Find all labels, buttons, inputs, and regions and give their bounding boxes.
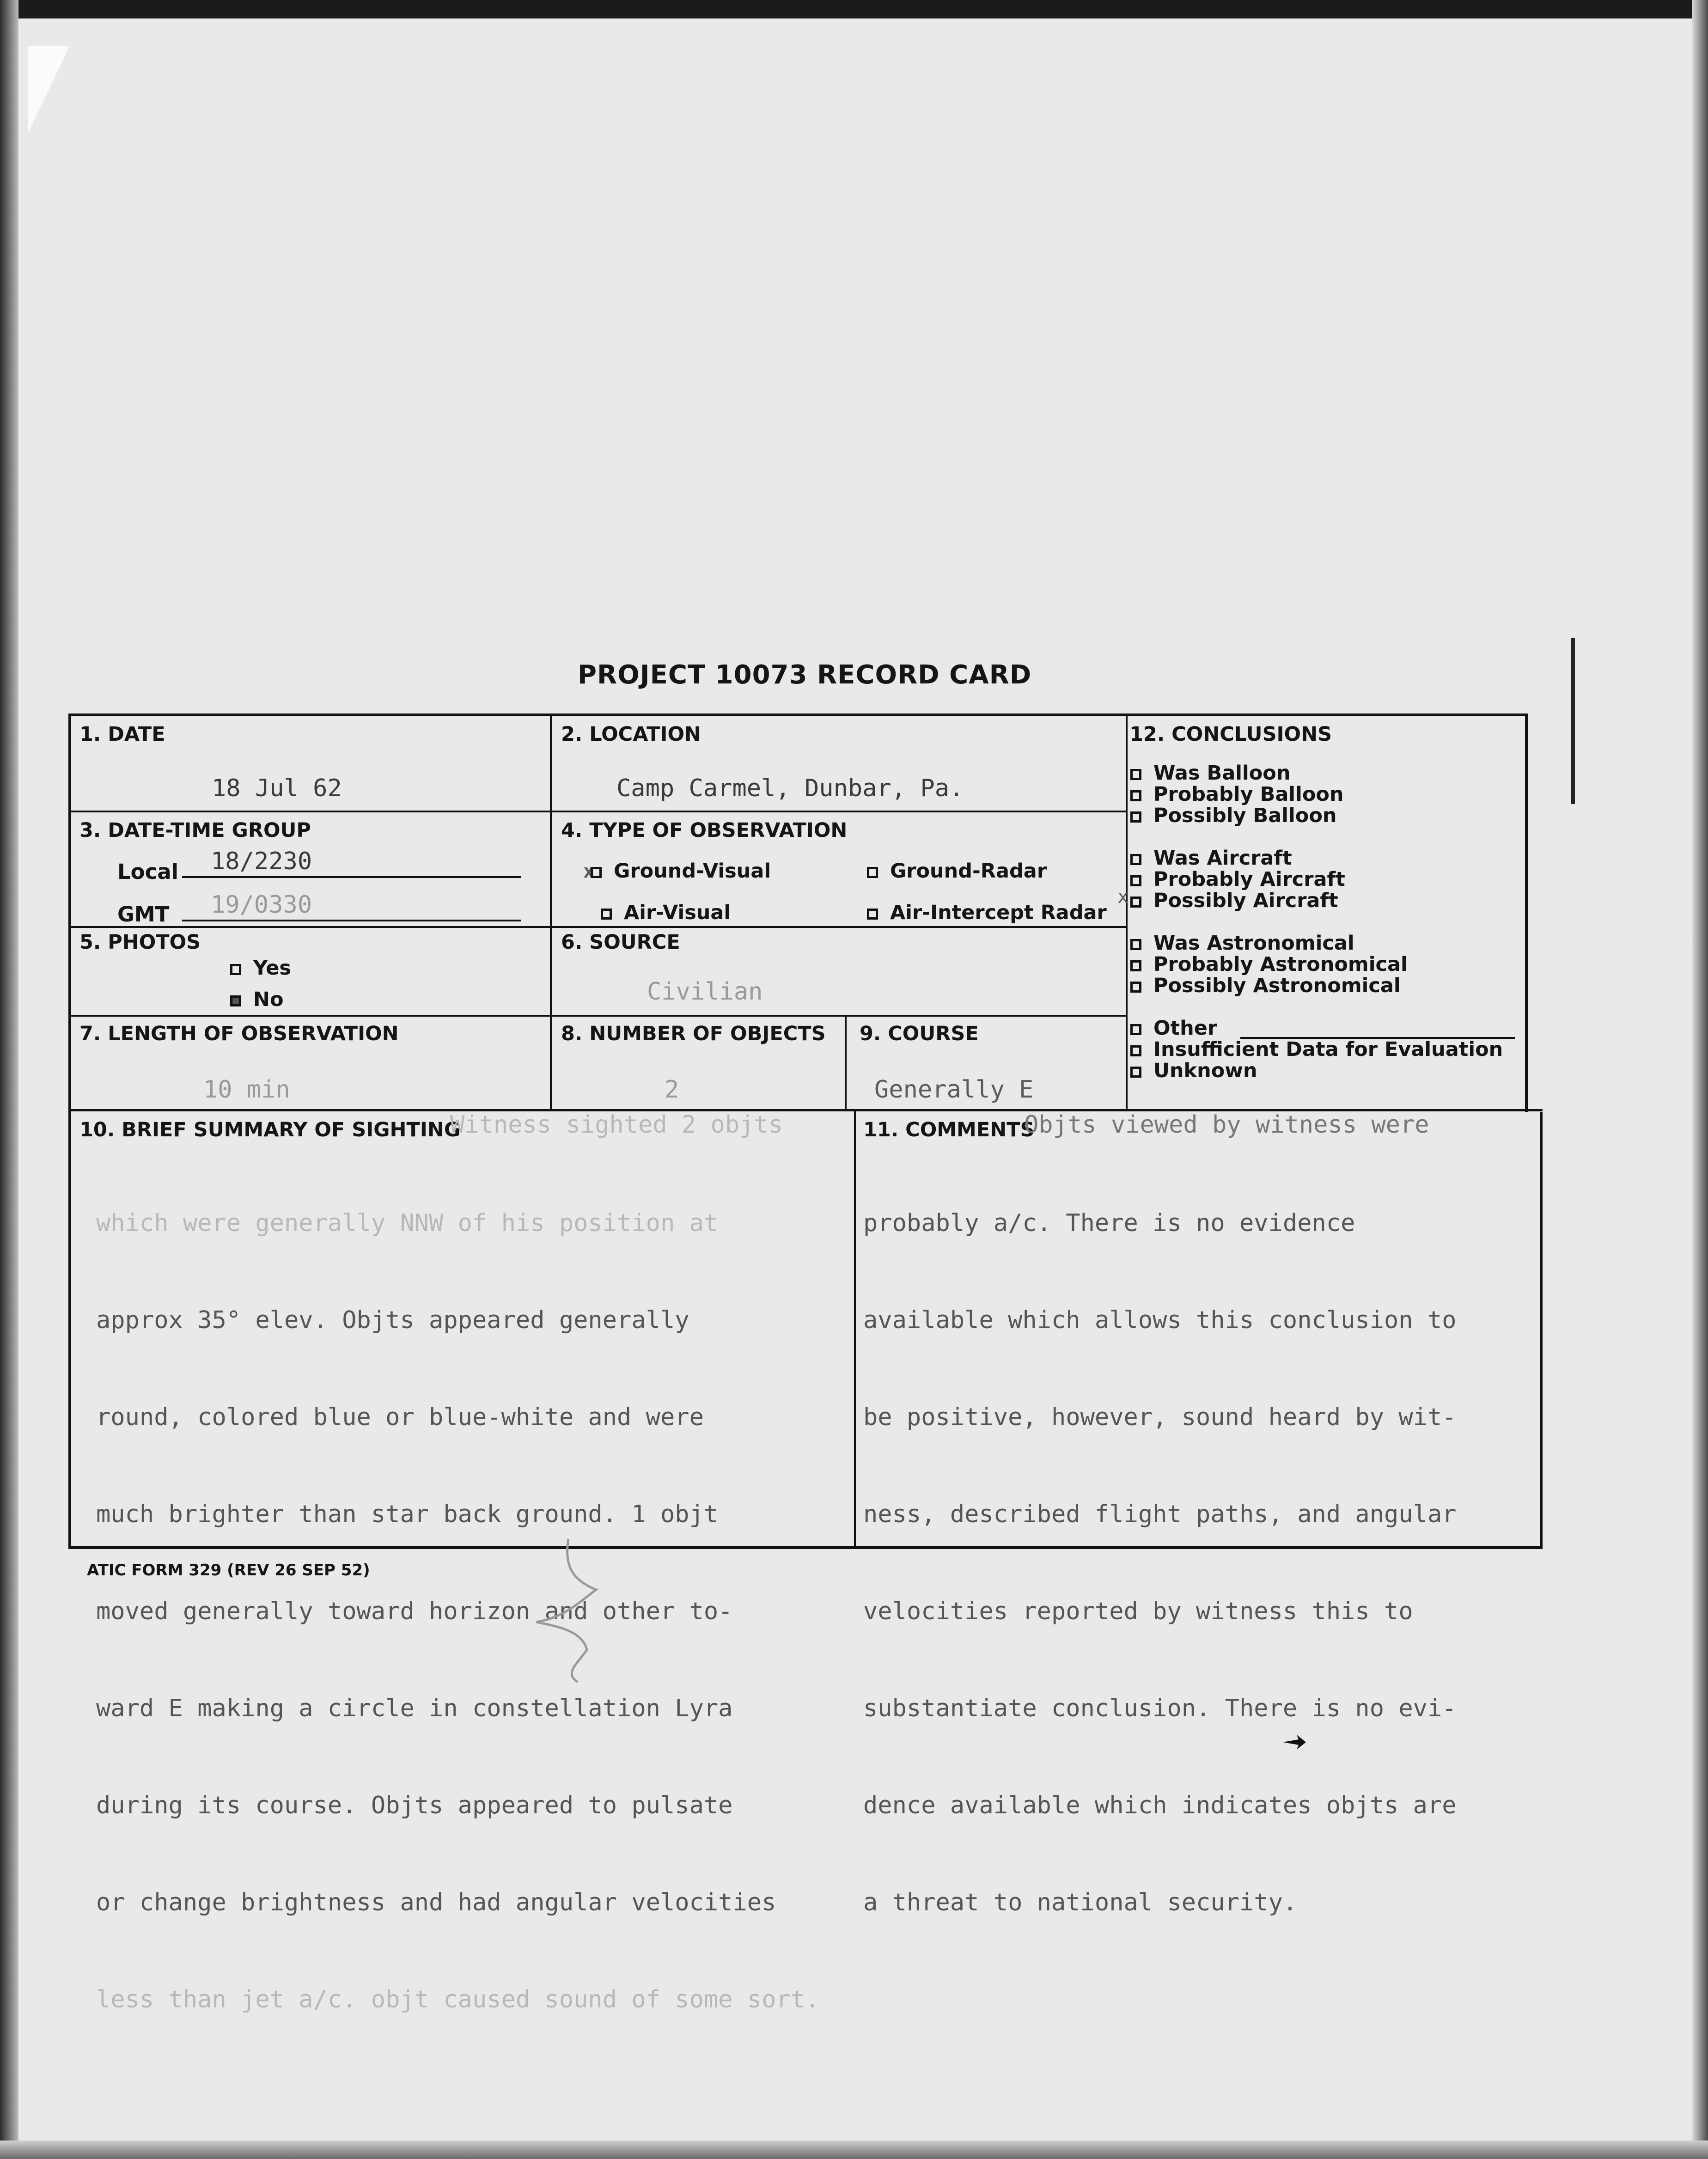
comments-line: probably a/c. There is no evidence [863,1209,1355,1237]
conclusion-checkbox [1130,982,1141,993]
local-time-value: 18/2230 [211,848,312,875]
possibly-aircraft-check-mark: x [1117,886,1129,908]
summary-line: or change brightness and had angular velocities [96,1889,776,1916]
option-air-intercept-radar: Air-Intercept Radar [867,901,1107,924]
photos-option-no: No [230,988,284,1011]
card-title: PROJECT 10073 RECORD CARD [578,660,1032,690]
conclusion-checkbox [1130,1045,1141,1056]
option-ground-visual: x Ground-Visual [583,860,771,883]
dtg-label: 3. DATE-TIME GROUP [79,819,311,842]
conclusion-checkbox [1130,939,1141,950]
gmt-time-value: 19/0330 [211,891,312,919]
ground-visual-check-mark: x [583,861,595,882]
length-value: 10 min [203,1076,290,1104]
scan-left-border [0,0,18,2159]
local-underline [182,876,521,878]
comments-line: substantiate conclusion. There is no evi- [863,1695,1457,1722]
gmt-label: GMT [117,902,170,927]
form-number: ATIC FORM 329 (REV 26 SEP 52) [87,1561,370,1580]
comments-text [863,1142,1457,1983]
course-label: 9. COURSE [860,1022,979,1045]
conclusion-possibly-astronomical: Possibly Astronomical [1130,974,1401,997]
conclusion-unknown: Unknown [1130,1059,1257,1082]
conclusion-probably-astronomical: Probably Astronomical [1130,953,1408,976]
conclusion-possibly-balloon: Possibly Balloon [1130,804,1336,827]
summary-line: much brighter than star back ground. 1 objt [96,1500,719,1528]
length-label: 7. LENGTH OF OBSERVATION [79,1022,399,1045]
photos-label: 5. PHOTOS [79,931,201,954]
option-air-visual: Air-Visual [601,901,731,924]
photos-no-checkbox [230,995,241,1006]
conclusion-was-balloon: Was Balloon [1130,762,1290,785]
folded-corner [28,46,69,134]
conclusion-other: Other [1130,1017,1217,1040]
date-label: 1. DATE [79,723,165,746]
location-label: 2. LOCATION [561,723,702,746]
conclusions-label: 12. CONCLUSIONS [1129,723,1332,746]
scan-right-border [1692,0,1708,2159]
conclusion-insufficient-data: Insufficient Data for Evaluation [1130,1038,1503,1061]
num-objects-value: 2 [665,1076,679,1104]
option-ground-radar: Ground-Radar [867,860,1047,883]
conclusion-was-astronomical: Was Astronomical [1130,932,1354,955]
pencil-scribble [508,1525,647,1710]
comments-line: available which allows this conclusion to [863,1306,1457,1334]
conclusion-possibly-aircraft: Possibly Aircraft [1130,889,1338,912]
summary-line: less than jet a/c. objt caused sound of some sort. [96,1986,820,2013]
local-label: Local [117,860,179,884]
summary-line: moved generally toward horizon and other to- [96,1598,733,1625]
comments-label: 11. COMMENTS [863,1118,1035,1141]
course-value: Generally E [874,1076,1034,1104]
summary-line: which were generally NNW of his position at [96,1209,719,1237]
comments-line: dence available which indicates objts are [863,1792,1457,1819]
ground-visual-checkbox [591,867,602,878]
photos-option-yes: Yes [230,957,291,980]
margin-line [1571,638,1575,804]
summary-text [96,1142,819,2080]
scan-bottom-border [0,2141,1708,2159]
conclusion-checkbox [1130,875,1141,886]
obs-type-label: 4. TYPE OF OBSERVATION [561,819,848,842]
conclusion-checkbox [1130,1024,1141,1035]
comments-first-line: Objts viewed by witness were [1024,1111,1429,1139]
air-intercept-checkbox [867,909,878,920]
summary-first-line: Witness sighted 2 objts [450,1111,783,1139]
conclusion-checkbox [1130,790,1141,801]
num-objects-label: 8. NUMBER OF OBJECTS [561,1022,826,1045]
summary-label: 10. BRIEF SUMMARY OF SIGHTING [79,1118,461,1141]
air-visual-checkbox [601,909,612,920]
conclusion-probably-balloon: Probably Balloon [1130,783,1344,806]
date-value: 18 Jul 62 [212,775,342,802]
photos-yes-checkbox [230,964,241,975]
conclusion-was-aircraft: Was Aircraft [1130,847,1292,870]
summary-line: approx 35° elev. Objts appeared generally [96,1306,689,1334]
comments-line: ness, described flight paths, and angular [863,1500,1457,1528]
gmt-underline [182,920,521,921]
comments-line: be positive, however, sound heard by wit- [863,1403,1457,1431]
conclusion-checkbox [1130,854,1141,865]
comments-line: velocities reported by witness this to [863,1598,1413,1625]
conclusion-probably-aircraft: Probably Aircraft [1130,868,1345,891]
conclusion-checkbox [1130,1067,1141,1078]
conclusion-checkbox [1130,811,1141,823]
conclusion-checkbox [1130,897,1141,908]
arrow-mark [1280,1733,1308,1751]
summary-line: round, colored blue or blue-white and were [96,1403,704,1431]
summary-line: during its course. Objts appeared to pulsate [96,1792,733,1819]
source-label: 6. SOURCE [561,931,680,954]
location-value: Camp Carmel, Dunbar, Pa. [616,775,964,802]
summary-line: ward E making a circle in constellation Lyra [96,1695,733,1722]
conclusion-checkbox [1130,769,1141,780]
source-value: Civilian [647,978,763,1006]
ground-radar-checkbox [867,867,878,878]
scan-top-border [0,0,1708,18]
comments-line: a threat to national security. [863,1889,1298,1916]
conclusion-checkbox [1130,960,1141,971]
